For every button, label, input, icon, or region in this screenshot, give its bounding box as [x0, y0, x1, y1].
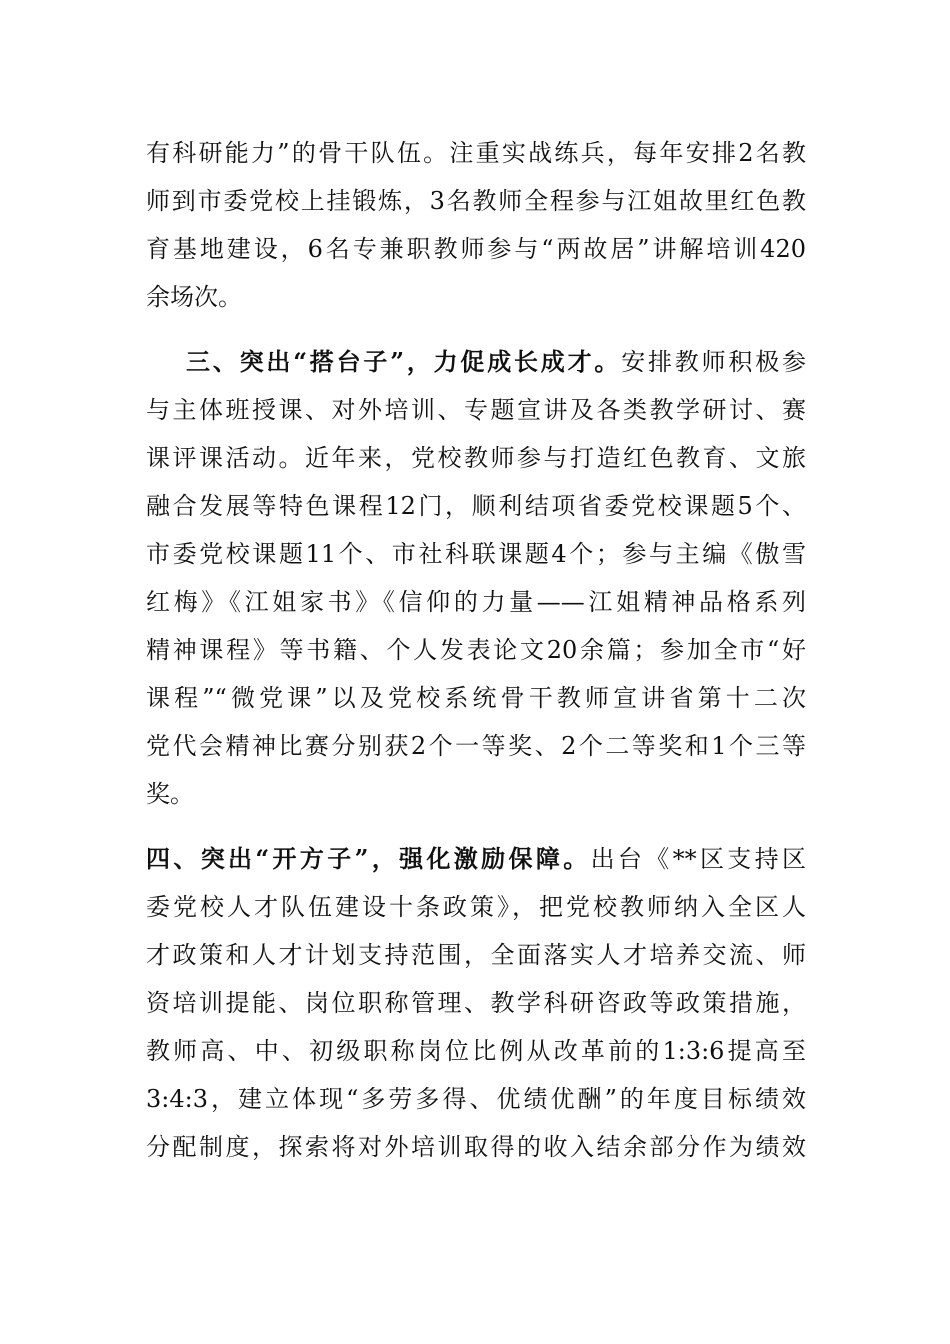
- paragraph-2-line: 红梅》《江姐家书》《信仰的力量——江姐精神品格系列: [146, 588, 806, 616]
- paragraph-3-heading: 四、突出“开方子”，强化激励保障。: [146, 844, 591, 873]
- paragraph-2-line: 课程”“微党课”以及党校系统骨干教师宣讲省第十二次: [146, 684, 806, 712]
- paragraph-1-line: 师到市委党校上挂锻炼，3名教师全程参与江姐故里红色教: [146, 187, 806, 215]
- paragraph-3-first-line: [146, 841, 806, 877]
- paragraph-3-line: 才政策和人才计划支持范围，全面落实人才培养交流、师: [146, 941, 806, 969]
- paragraph-2-line: 市委党校课题11个、市社科联课题4个；参与主编《傲雪: [146, 540, 806, 568]
- paragraph-1-line: 有科研能力”的骨干队伍。注重实战练兵，每年安排2名教: [146, 139, 806, 167]
- paragraph-2-line: 精神课程》等书籍、个人发表论文20余篇；参加全市“好: [146, 636, 806, 664]
- paragraph-3-line: 委党校人才队伍建设十条政策》，把党校教师纳入全区人: [146, 893, 806, 921]
- paragraph-2-line: 与主体班授课、对外培训、专题宣讲及各类教学研讨、赛: [146, 396, 806, 424]
- paragraph-2-line: 党代会精神比赛分别获2个一等奖、2个二等奖和1个三等: [146, 732, 806, 760]
- paragraph-3-line: 分配制度，探索将对外培训取得的收入结余部分作为绩效: [146, 1133, 806, 1161]
- paragraph-2-line: 奖。: [146, 780, 194, 808]
- paragraph-3-line: 教师高、中、初级职称岗位比例从改革前的1:3:6提高至: [146, 1037, 806, 1065]
- paragraph-2-heading: 三、突出“搭台子”，力促成长成才。: [186, 347, 622, 376]
- paragraph-2-first-line: [186, 344, 806, 380]
- paragraph-1-line: 余场次。: [146, 283, 242, 311]
- paragraph-3-line: 资培训提能、岗位职称管理、教学科研咨政等政策措施，: [146, 989, 806, 1017]
- paragraph-3-first-line-text: 出台《**区支持区: [590, 845, 807, 873]
- paragraph-2-line: 融合发展等特色课程12门，顺利结项省委党校课题5个、: [146, 492, 806, 520]
- paragraph-2-line: 课评课活动。近年来，党校教师参与打造红色教育、文旅: [146, 444, 806, 472]
- paragraph-3-line: 3:4:3，建立体现“多劳多得、优绩优酬”的年度目标绩效: [146, 1085, 806, 1113]
- paragraph-1-line: 育基地建设，6名专兼职教师参与“两故居”讲解培训420: [146, 235, 806, 263]
- paragraph-2-first-line-text: 安排教师积极参: [621, 348, 807, 376]
